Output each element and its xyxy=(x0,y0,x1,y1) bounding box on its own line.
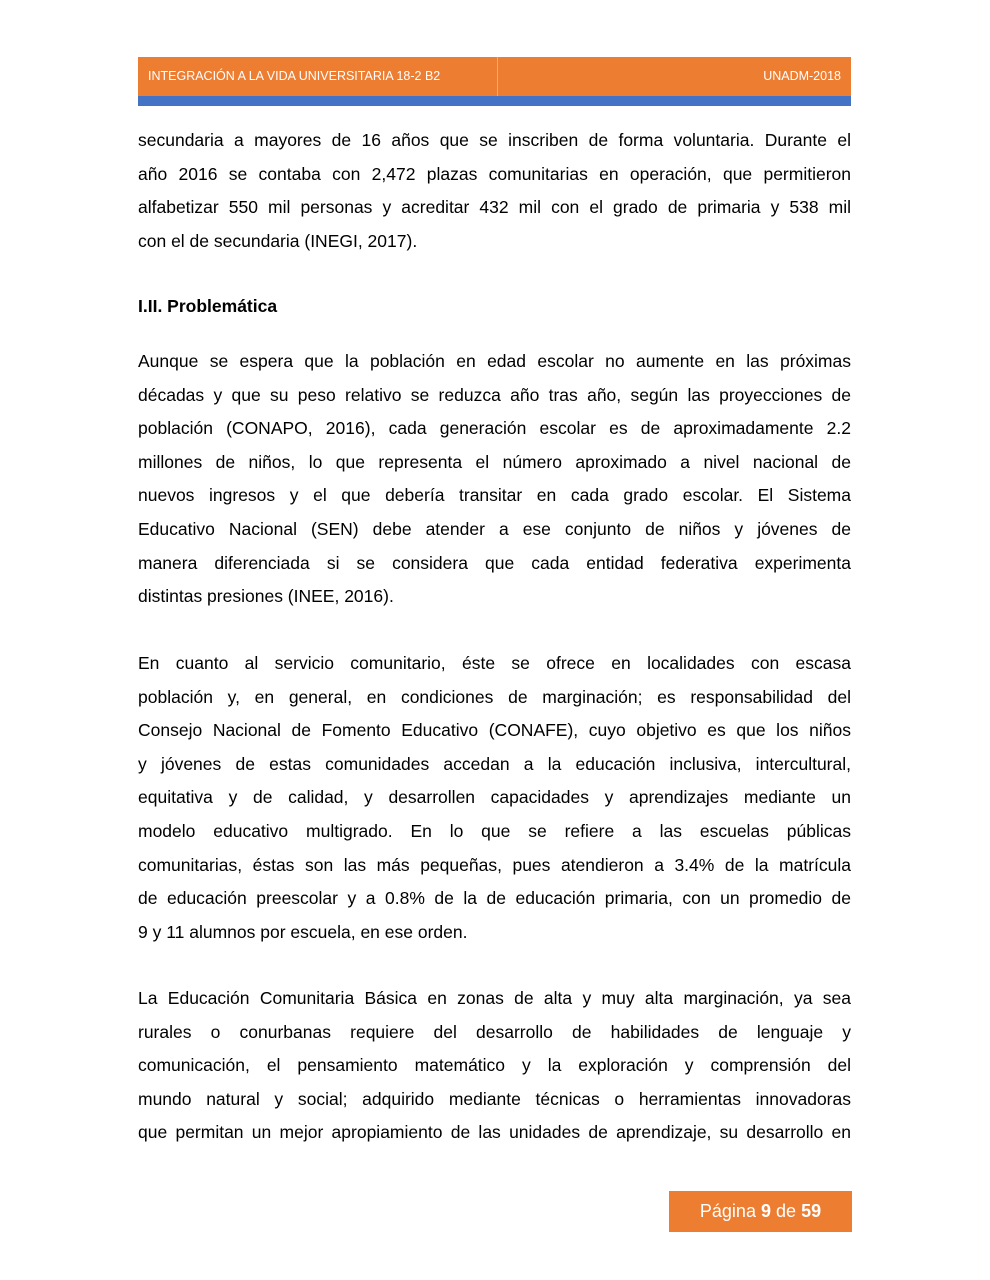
page-of: de xyxy=(776,1201,797,1221)
total-pages: 59 xyxy=(801,1201,822,1221)
text-line: mundo natural y social; adquirido mediante técnicas o herramientas innovadoras xyxy=(138,1088,851,1109)
text-line: Consejo Nacional de Fomento Educativo (CONAFE), cuyo objetivo es que los niños xyxy=(138,720,851,741)
text-line: Educativo Nacional (SEN) debe atender a ese conjunto de niños y jóvenes de xyxy=(138,518,851,539)
text-line: manera diferenciada si se considera que cada entidad federativa experimenta xyxy=(138,552,851,573)
text-line: La Educación Comunitaria Básica en zonas de alta y muy alta marginación, ya sea xyxy=(138,988,851,1008)
paragraph xyxy=(138,982,851,1150)
text-line: 9 y 11 alumnos por escuela, en ese orden. xyxy=(138,921,468,942)
text-line: población (CONAPO, 2016), cada generación escolar es de aproximadamente 2.2 xyxy=(138,418,851,439)
page-label: Página xyxy=(699,1201,756,1221)
header-bar xyxy=(138,96,851,106)
page-number xyxy=(669,1191,852,1232)
current-page: 9 xyxy=(760,1201,771,1221)
text-line: millones de niños, lo que representa el número aproximado a nivel nacional de xyxy=(138,451,851,472)
text-line: con el de secundaria (INEGI, 2017). xyxy=(138,230,418,251)
text-line: Aunque se espera que la población en edad escolar no aumente en las próximas xyxy=(138,351,851,371)
paragraph xyxy=(138,345,851,614)
text-line: población y, en general, en condiciones de marginación; es responsabilidad del xyxy=(138,686,851,707)
text-line: que permitan un mejor apropiamiento de las unidades de aprendizaje, su desarrollo en xyxy=(138,1122,851,1143)
text-line: comunicación, el pensamiento matemático y la exploración y comprensión del xyxy=(138,1055,851,1076)
text-line: décadas y que su peso relativo se reduzca año tras año, según las proyecciones de xyxy=(138,384,851,405)
text-line: equitativa y de calidad, y desarrollen capacidades y aprendizajes mediante un xyxy=(138,787,851,808)
paragraph xyxy=(138,124,851,258)
text-line: distintas presiones (INEE, 2016). xyxy=(138,586,394,607)
text-line: alfabetizar 550 mil personas y acreditar 432 mil con el grado de primaria y 538 mil xyxy=(138,197,851,218)
header-course-title: INTEGRACIÓN A LA VIDA UNIVERSITARIA 18-2 B2 xyxy=(148,69,441,83)
text-line: y jóvenes de estas comunidades accedan a la educación inclusiva, intercultural, xyxy=(138,753,851,774)
paragraph xyxy=(138,647,851,949)
text-line: En cuanto al servicio comunitario, éste se ofrece en localidades con escasa xyxy=(138,653,851,673)
section-heading: I.II. Problemática xyxy=(138,296,278,316)
text-line: comunitarias, éstas son las más pequeñas, pues atendieron a 3.4% de la matrícula xyxy=(138,854,851,875)
text-line: año 2016 se contaba con 2,472 plazas comunitarias en operación, que permitieron xyxy=(138,163,851,184)
text-line: modelo educativo multigrado. En lo que se refiere a las escuelas públicas xyxy=(138,820,851,841)
text-line: nuevos ingresos y el que debería transitar en cada grado escolar. El Sistema xyxy=(138,485,851,506)
text-line: rurales o conurbanas requiere del desarrollo de habilidades de lenguaje y xyxy=(138,1021,851,1042)
text-line: secundaria a mayores de 16 años que se inscriben de forma voluntaria. Durante el xyxy=(138,130,851,150)
page-header xyxy=(138,57,851,96)
header-institution: UNADM-2018 xyxy=(763,69,841,83)
text-line: de educación preescolar y a 0.8% de la de educación primaria, con un promedio de xyxy=(138,888,851,909)
